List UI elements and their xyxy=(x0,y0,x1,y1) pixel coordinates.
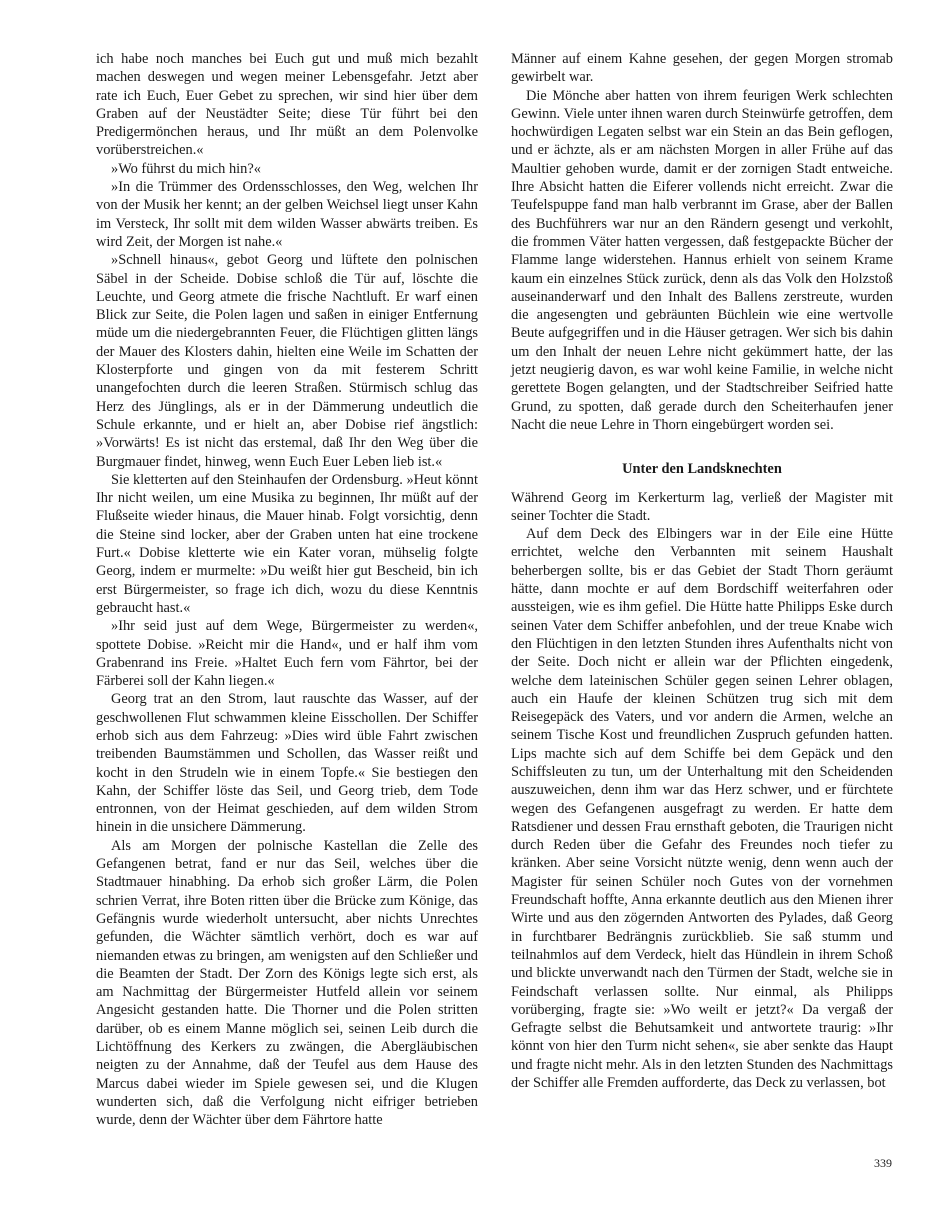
paragraph: Georg trat an den Strom, laut rauschte das Wasser, auf der geschwollenen Flut schwammen kleine Eisschollen. Der Schiffer erhob sich aus dem Fahrzeug: »Dies wird üble Fahrt zwischen treibenden Baumstämmen und Schollen, das Wasser reißt und kocht in den Strudeln wie in einem Topfe.« Sie bestiegen den Kahn, der Schiffer löste das Seil, und Georg trieb, dem Tode entronnen, von der Heimat geschieden, auf dem wilden Strom hinein in die unsichere Dämmerung. xyxy=(96,691,478,836)
paragraph: Die Mönche aber hatten von ihrem feurigen Werk schlechten Gewinn. Viele unter ihnen waren durch Steinwürfe getroffen, dem hochwürdigen Legaten selbst war ein Stein an das Bein geflogen, und er ächzte, als er am nächsten Morgen in aller Frühe auf das Maultier gehoben wurde, damit er der zornigen Stadt entweiche. Ihre Absicht hatten die Eiferer vollends nicht erreicht. Zwar die Teufelspuppe fand man halb verbrannt im Grase, aber der Ballen des Buchführers war nur an den Rändern gesengt und verkohlt, die frommen Väter hatten vergessen, daß festgepackte Bücher der Flamme lange widerstehen. Hannus erhielt von seinem Krame kaum ein einzelnes Stück zurück, denn als das Volk den Holzstoß auseinanderwarf und den Inhalt des Ballens zerstreute, wurden die angesengten und gebräunten Büchlein wie eine wertvolle Beute aufgegriffen und in die Häuser getragen. Wer sich bis dahin um den Inhalt der neuen Lehre nicht gekümmert hatte, der las jetzt neugierig davon, es war wohl keine Familie, in welche nicht gerettete Bogen gelangten, und der Stadtschreiber Seifried hatte Grund, zu spotten, daß gerade durch den Scheiterhaufen jener Nacht die neue Lehre in Thorn eingebürgert worden sei. xyxy=(511,87,893,433)
paragraph: Sie kletterten auf den Steinhaufen der Ordensburg. »Heut könnt Ihr nicht weilen, um eine Musika zu beginnen, Ihr müßt auf der Flußseite wieder hinaus, die Mauer hinab. Folgt vorsichtig, denn die Steine sind locker, aber der Graben unten hat eine trockene Furt.« Dobise kletterte wie ein Kater voran, mühselig folgte Georg, indem er murmelte: »Du weißt hier gut Bescheid, bin ich erst Bürgermeister, so frage ich dich, wozu du diese Kenntnis gebraucht hast.« xyxy=(96,471,478,616)
paragraph: »In die Trümmer des Ordensschlosses, den Weg, welchen Ihr von der Musik her kennt; an der gelben Weichsel liegt unser Kahn im Versteck, Ihr sollt mit dem wilden Wasser abwärts treiben. Es wird Zeit, der Morgen ist nahe.« xyxy=(96,179,478,250)
section-heading: Unter den Landsknechten xyxy=(622,461,782,478)
paragraph: Auf dem Deck des Elbingers war in der Eile eine Hütte errichtet, welche den Verbannten mit seinem Haushalt beherbergen sollte, bis er das Gebiet der Stadt Thorn geräumt hätte, dann mochte er auf dem Bordschiff weiterfahren oder aussteigen, wie es ihm gefiel. Die Hütte hatte Philipps Eske durch seinen Vater dem Schiffer anbefohlen, und der treue Knabe wich den Flüchtigen in den letzten Stunden ihres Aufenthalts nicht von der Seite. Doch nicht er allein war der Pflichten eingedenk, welche dem lateinischen Schüler gegen seinen Lehrer oblagen, auch ein Haufe der kleinen Schützen trug sich mit dem Reisegepäck des Vaters, und vor andern die Armen, welche an seinem Tische Kost und freundlichen Zuspruch gefunden hatten. Lips machte sich auf dem Schiffe bei dem Gepäck und den Schiffsleuten zu tun, um der Unterhaltung mit den Scheidenden auszuweichen, denn ihm war das Herz schwer, und er fürchtete wegen des Gefangenen ausgefragt zu werden. Er hatte dem Ratsdiener und dessen Frau ernsthaft geboten, die Traurigen nicht durch Reden über die Gefahr des Freundes noch tiefer zu kränken. Aber seine Vorsicht nützte wenig, denn wenn auch der Magister für seinen Schüler noch Gutes von der vornehmen Freundschaft hoffte, Anna erkannte deutlich aus den Mienen ihrer Wirte und aus den zögernden Antworten des Pylades, daß Georg in furchtbarer Bedrängnis zurückblieb. Sie saß stumm und teilnahmlos auf dem Verdeck, hielt das Hündlein in ihrem Schoß und blickte unverwandt nach den Türmen der Stadt, welche sie in Feindschaft verlassen sollte. Nur einmal, als Philipps vorüberging, fragte sie: »Wo weilt er jetzt?« Da vergaß der Gefragte selbst die Behutsamkeit und antwortete traurig: »Ihr könnt von hier den Turm nicht sehen«, sie aber senkte das Haupt und fragte nicht mehr. Als in den letzten Stunden des Nachmittags der Schiffer alle Fremden aufforderte, das Deck zu verlassen, bot xyxy=(511,526,893,1092)
paragraph: Männer auf einem Kahne gesehen, der gegen Morgen stromab gewirbelt war. xyxy=(511,51,893,86)
page-number: 339 xyxy=(874,1156,892,1170)
paragraph: »Schnell hinaus«, gebot Georg und lüftete den polnischen Säbel in der Scheide. Dobise schloß die Tür auf, löschte die Leuchte, und Georg atmete die frische Nachtluft. Er warf einen Blick zur Seite, die Polen lagen und saßen in einiger Entfernung müde um die niedergebrannten Feuer, die Flüchtigen glitten längs der Mauer des Klosters dahin, hielten eine Weile im Schatten der Klosterpforte und gingen von da mit festerem Schritt unangefochten durch die leeren Straßen. Stürmisch schlug das Herz des Jünglings, als er in der Dämmerung undeutlich die Schule erkannte, und er hielt an, aber Dobise rief ängstlich: »Vorwärts! Es ist nicht das erstemal, daß Ihr den Weg über die Burgmauer findet, hinweg, wenn Euch Euer Leben lieb ist.« xyxy=(96,252,478,470)
paragraph: »Ihr seid just auf dem Wege, Bürgermeister zu werden«, spottete Dobise. »Reicht mir die Hand«, und er half ihm vom Grabenrand ins Freie. »Haltet Euch fern vom Fährtor, bei der Färberei soll der Kahn liegen.« xyxy=(96,618,478,690)
paragraph: »Wo führst du mich hin?« xyxy=(111,160,261,177)
right-column xyxy=(511,50,893,1092)
left-column xyxy=(96,50,478,1130)
paragraph: Als am Morgen der polnische Kastellan die Zelle des Gefangenen betrat, fand er nur das Seil, welches über die Stadtmauer hinabhing. Da erhob sich großer Lärm, die Polen schrien Verrat, ihre Boten ritten über die Brücke zum Könige, das Gefängnis wurde wiederholt untersucht, aber nichts Unrechtes gefunden, die Wächter sämtlich verhört, doch es war auf niemanden etwas zu bringen, am wenigsten auf den Schließer und die Beamten der Stadt. Der Zorn des Königs legte sich erst, als am Nachmittag der Bürgermeister Hutfeld allein vor seinem Angesicht gestanden hatte. Die Thorner und die Polen stritten darüber, ob es einem Manne möglich sei, seinen Leib durch die Lichtöffnung des Kerkers zu zwängen, die Abergläubischen neigten zu der Annahme, daß der Teufel aus dem Hause des Marcus dabei wieder im Spiele gewesen sei, und die Klugen wunderten sich, daß die Verfolgung nicht eifriger betrieben wurde, denn der Wächter über dem Fährtore hatte xyxy=(96,837,478,1129)
paragraph: ich habe noch manches bei Euch gut und muß mich bezahlt machen deswegen und wegen meiner Lebensgefahr. Jetzt aber rate ich Euch, Euer Gebet zu sprechen, wir sind hier über dem Graben auf der Neustädter Seite; diese Tür führt bei den Predigermönchen heraus, und Ihr müßt an dem Polenvolke vorüberstreichen.« xyxy=(96,51,478,159)
paragraph: Während Georg im Kerkerturm lag, verließ der Magister mit seiner Tochter die Stadt. xyxy=(511,489,893,524)
